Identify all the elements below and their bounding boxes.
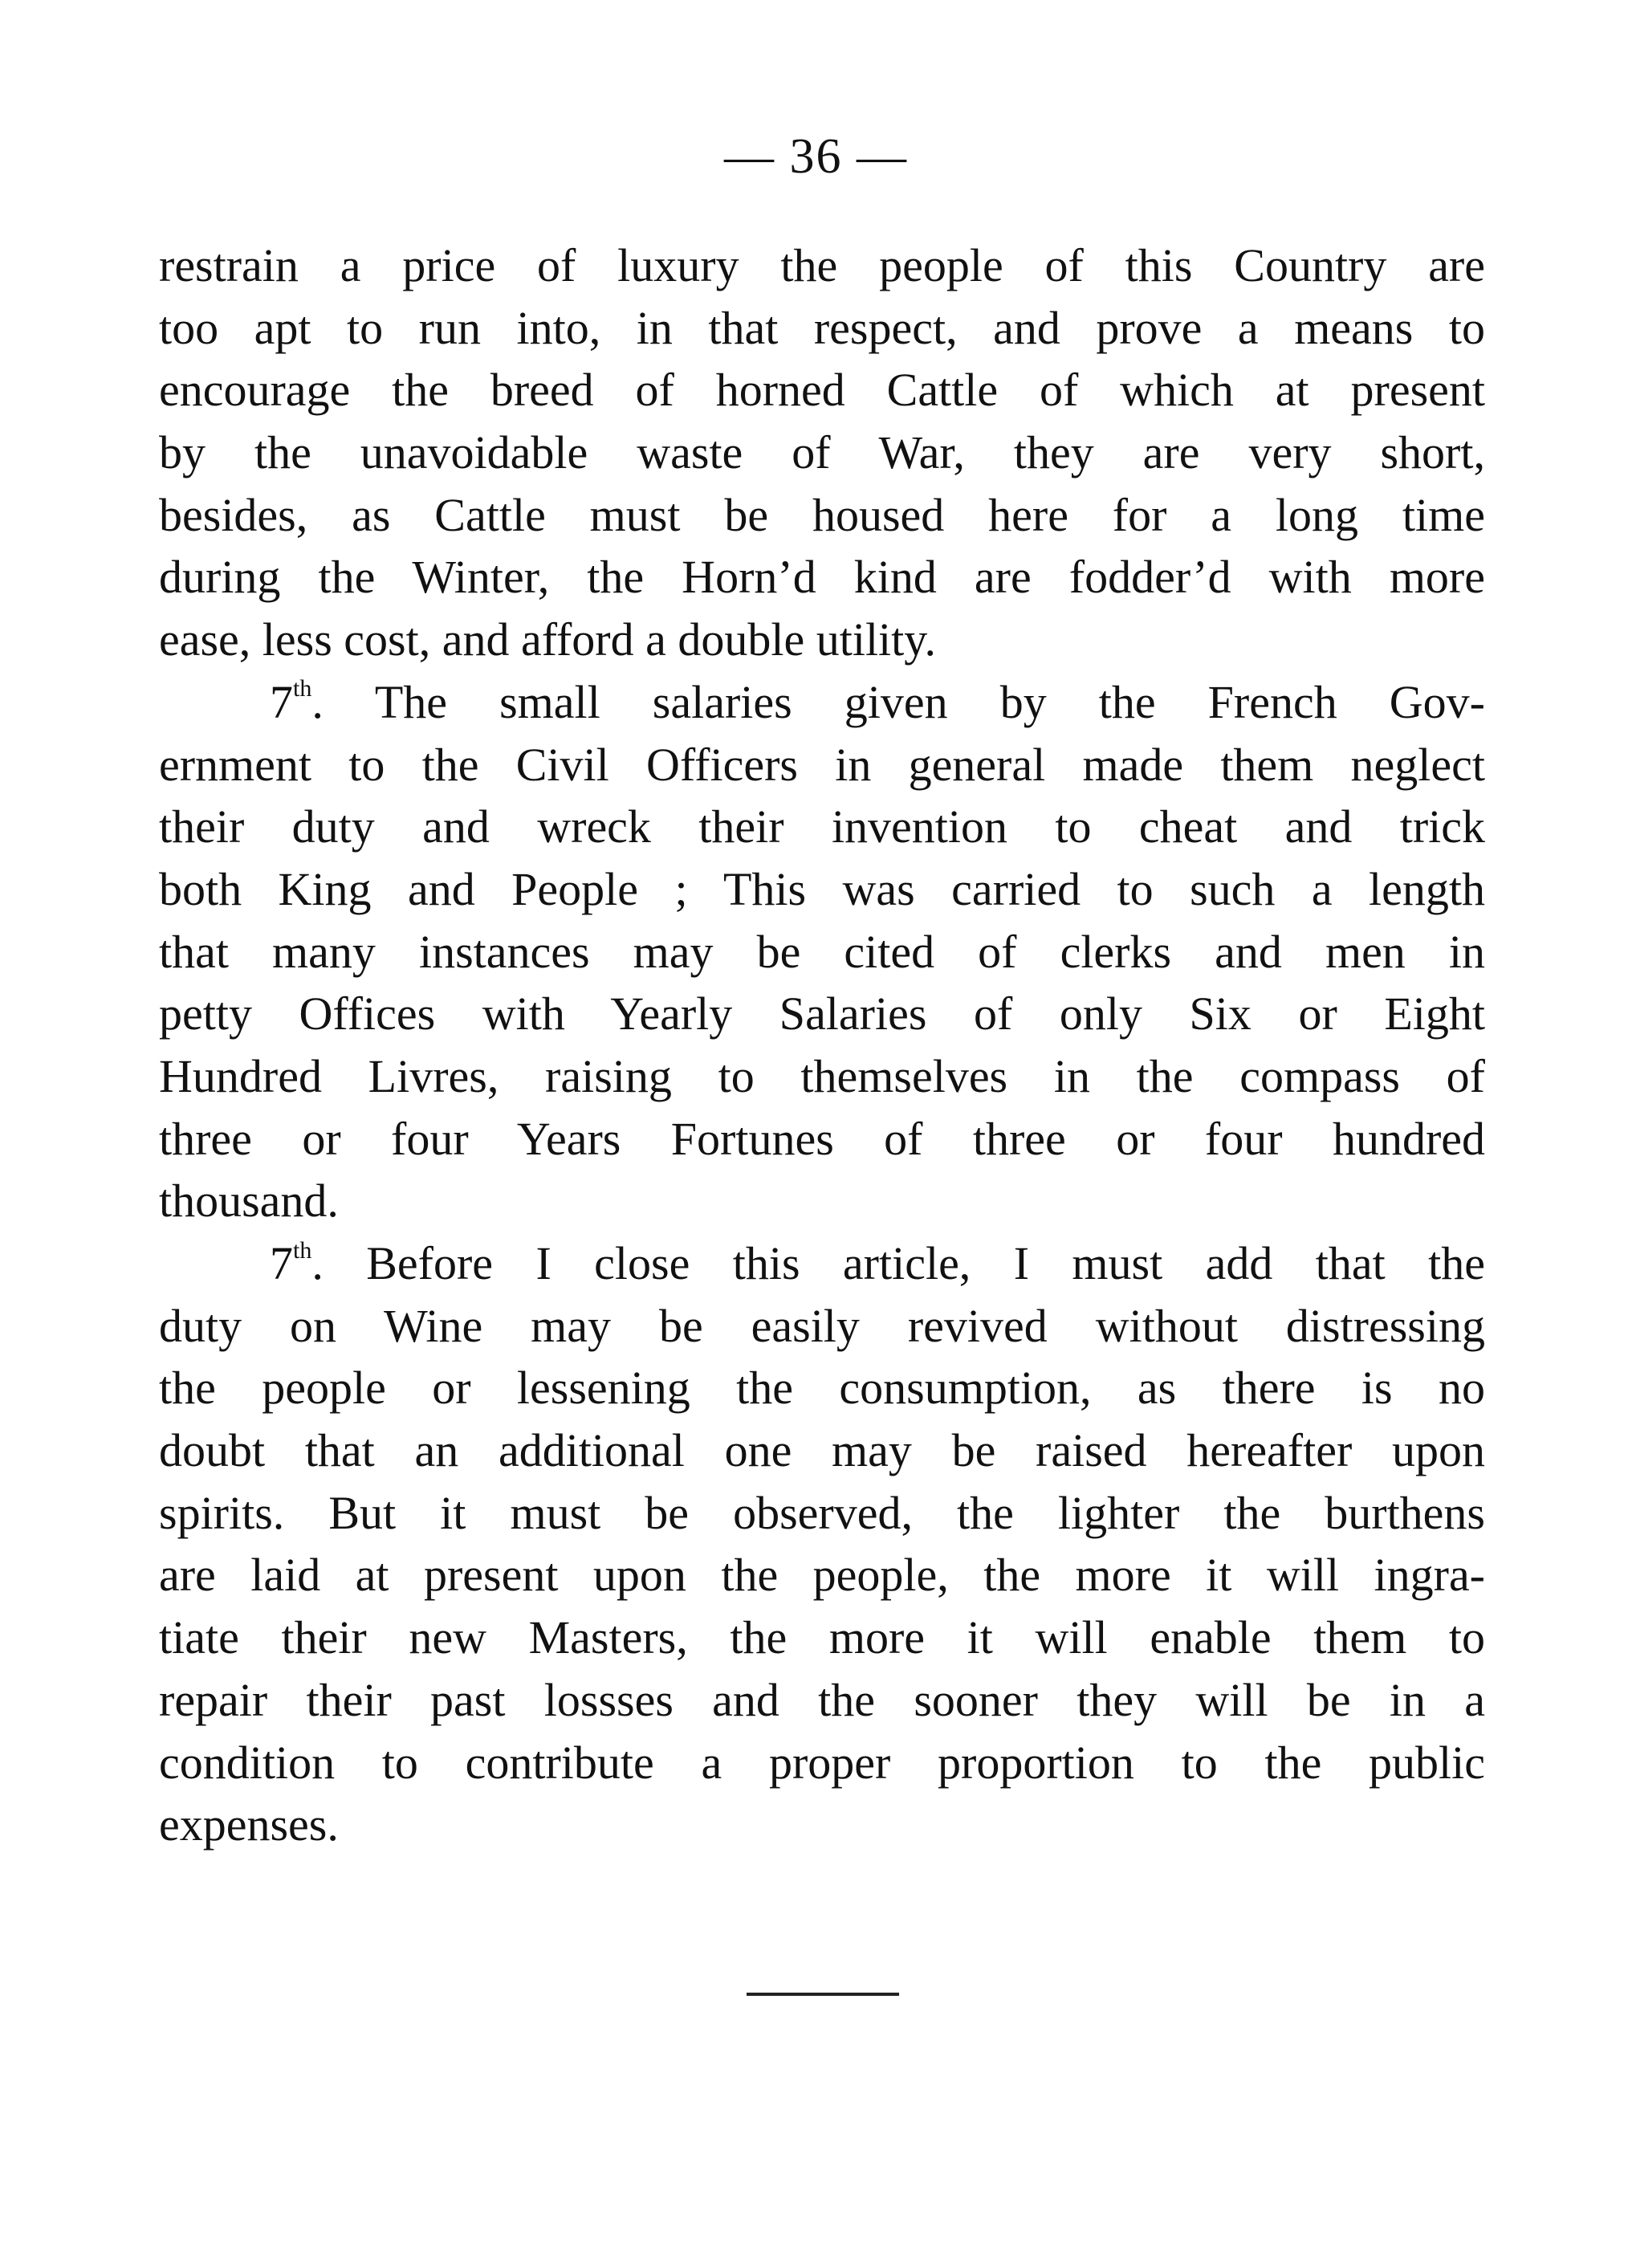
text-line: spirits. But it must be observed, the lighter the burthens — [159, 1486, 1485, 1539]
text-line: Hundred Livres, raising to themselves in the compass of — [159, 1049, 1485, 1102]
text-line: are laid at present upon the people, the more it will ingra- — [159, 1549, 1485, 1602]
text-line: restrain a price of luxury the people of this Country are — [159, 239, 1485, 291]
text-line: duty on Wine may be easily revived without distressing — [159, 1299, 1485, 1352]
text-line: repair their past lossses and the sooner they will be in a — [159, 1673, 1485, 1726]
body-text — [159, 234, 1485, 1856]
text-line: both King and People ; This was carried to such a length — [159, 862, 1485, 915]
text-line: expenses. — [159, 1798, 339, 1851]
paragraph-lead-text: . Before I close this article, I must add that the — [311, 1237, 1485, 1289]
paragraph-lead-text: . The small salaries given by the French Gov- — [311, 675, 1485, 728]
section-end-rule — [747, 1993, 899, 1996]
page-number: — 36 — — [724, 129, 908, 184]
text-line: besides, as Cattle must be housed here for a long time — [159, 488, 1485, 541]
text-line: three or four Years Fortunes of three or four hundred — [159, 1112, 1485, 1165]
text-line: tiate their new Masters, the more it will enable them to — [159, 1611, 1485, 1664]
ordinal-number: 7 — [270, 1237, 293, 1289]
paragraph-first-line — [159, 671, 1485, 734]
text-line: that many instances may be cited of clerks and men in — [159, 925, 1485, 978]
text-line: the people or lessening the consumption, as there is no — [159, 1362, 1485, 1415]
ordinal-number: 7 — [270, 675, 293, 728]
text-line: too apt to run into, in that respect, and prove a means to — [159, 301, 1485, 354]
paragraph-first-line — [159, 1232, 1485, 1295]
text-line: petty Offices with Yearly Salaries of only Six or Eight — [159, 987, 1485, 1040]
text-line: condition to contribute a proper proportion to the public — [159, 1736, 1485, 1789]
ordinal-suffix: th — [293, 675, 312, 702]
text-line: encourage the breed of horned Cattle of which at present — [159, 364, 1485, 417]
text-line: ease, less cost, and afford a double utility. — [159, 613, 937, 666]
text-line: during the Winter, the Horn’d kind are fodder’d with more — [159, 551, 1485, 604]
text-line: thousand. — [159, 1175, 339, 1228]
ordinal-suffix: th — [293, 1236, 312, 1264]
text-line: by the unavoidable waste of War, they are very short, — [159, 426, 1485, 479]
text-line: doubt that an additional one may be raised hereafter upon — [159, 1424, 1485, 1477]
text-line: their duty and wreck their invention to cheat and trick — [159, 800, 1485, 853]
text-line: ernment to the Civil Officers in general made them neglect — [159, 738, 1485, 791]
